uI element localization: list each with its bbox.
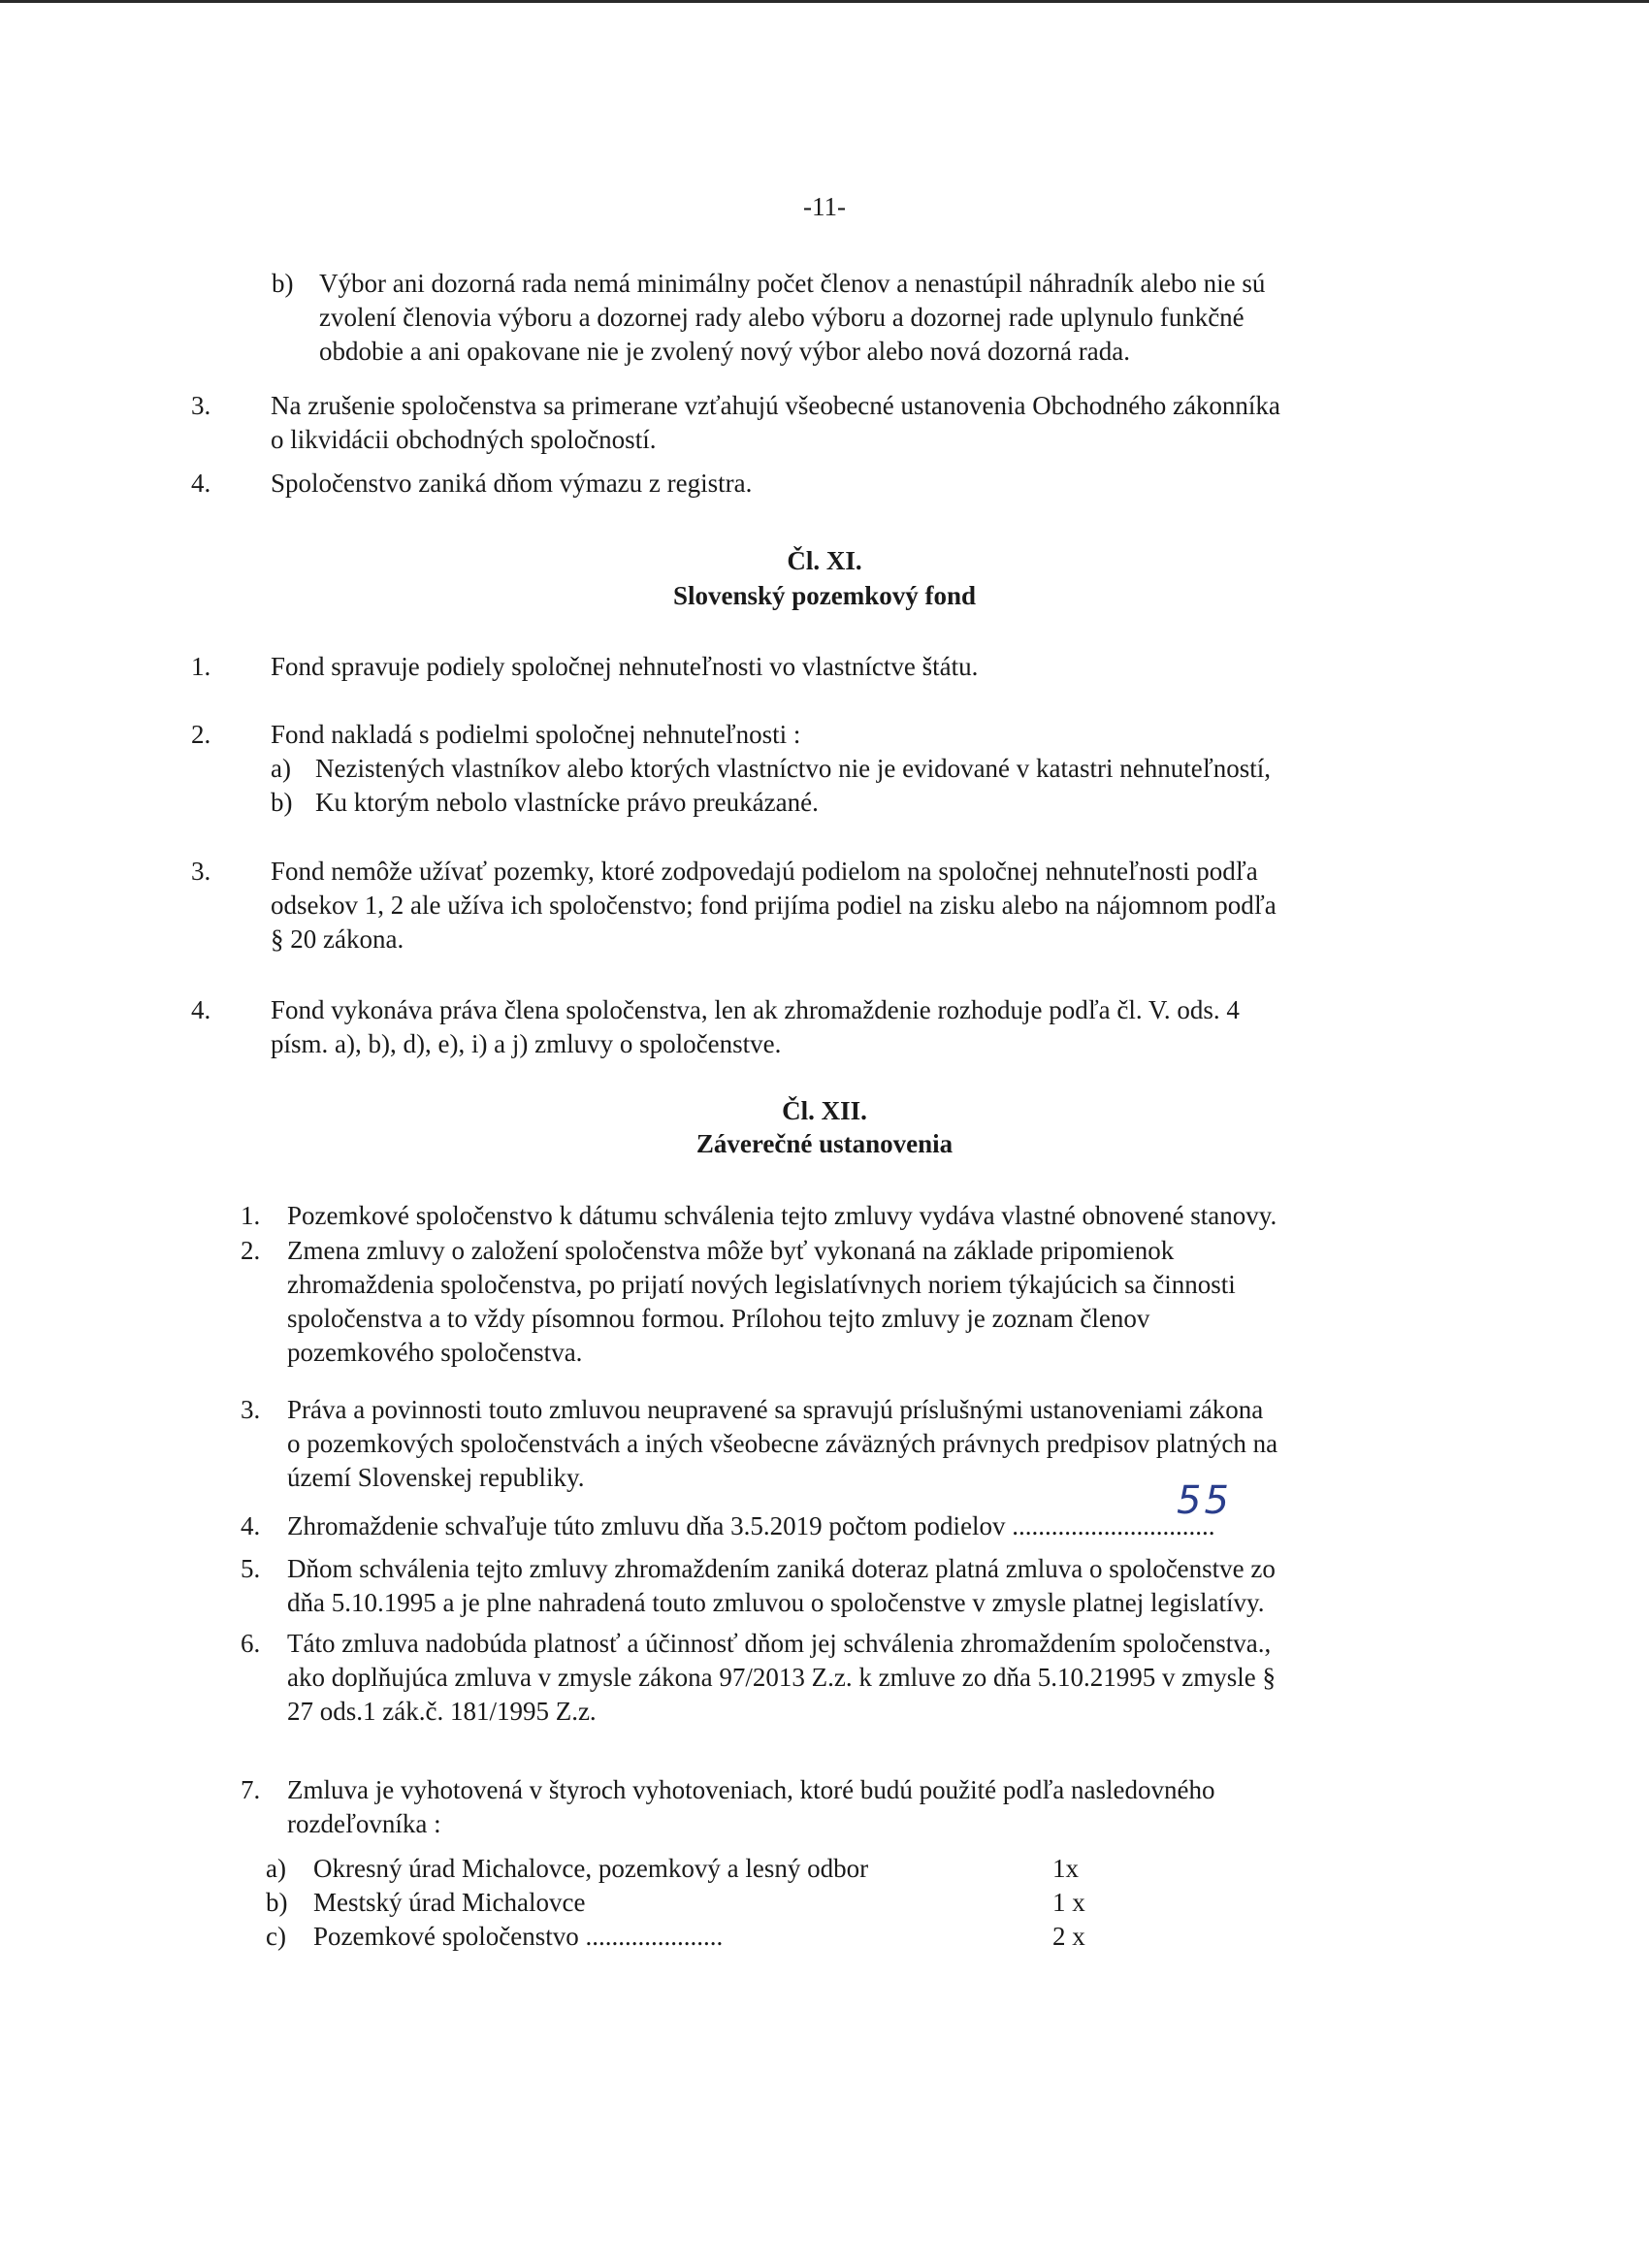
article-title: Čl. XII. <box>782 1096 867 1125</box>
page-number: -11- <box>803 192 846 221</box>
item-number: 5. <box>241 1554 261 1583</box>
item-text: Zhromaždenie schvaľuje túto zmluvu dňa 3.5.2019 počtom podielov ............................... <box>287 1511 1215 1540</box>
text-line: Spoločenstvo zaniká dňom výmazu z registra. <box>271 469 753 498</box>
text-line: Fond vykonáva práva člena spoločenstva, len ak zhromaždenie rozhoduje podľa čl. V. ods. 4 <box>271 995 1240 1024</box>
item-text <box>271 718 1423 752</box>
list-item-6 <box>241 1627 1424 1729</box>
list-item-4 <box>191 993 1423 1061</box>
item-number: 3. <box>241 1395 261 1424</box>
text-line: zvolení členovia výboru a dozornej rady alebo výboru a dozornej rade uplynulo funkčné <box>319 303 1245 332</box>
text-line: Fond spravuje podiely spoločnej nehnuteľnosti vo vlastníctve štátu. <box>271 652 979 681</box>
item-text <box>271 467 1423 501</box>
item-number: 4. <box>191 469 211 498</box>
text-line: Výbor ani dozorná rada nemá minimálny počet členov a nenastúpil náhradník alebo nie sú <box>319 269 1266 298</box>
item-text <box>287 1552 1424 1620</box>
sub-item-text: Nezistených vlastníkov alebo ktorých vlastníctvo nie je evidované v katastri nehnuteľností, <box>315 754 1271 783</box>
item-text <box>271 650 1423 684</box>
sub-item-label: b) <box>271 788 293 817</box>
distribution-row <box>266 1852 1139 1886</box>
row-count: 2 x <box>1052 1922 1085 1951</box>
distribution-row <box>266 1920 1139 1954</box>
text-line: rozdeľovníka : <box>287 1809 441 1838</box>
article-title: Čl. XI. <box>787 546 862 575</box>
scan-edge <box>0 0 1649 3</box>
text-line: Dňom schválenia tejto zmluvy zhromaždením zaniká doteraz platná zmluva o spoločenstve zo <box>287 1554 1276 1583</box>
list-item-5 <box>241 1552 1424 1620</box>
row-count: 1x <box>1052 1854 1079 1883</box>
text-line: území Slovenskej republiky. <box>287 1463 585 1492</box>
item-text <box>287 1393 1424 1495</box>
text-line: zhromaždenia spoločenstva, po prijatí nových legislatívnych noriem týkajúcich sa činnosti <box>287 1270 1236 1299</box>
text-line: Na zrušenie spoločenstva sa primerane vzťahujú všeobecné ustanovenia Obchodného zákonníka <box>271 391 1280 420</box>
article-subtitle: Záverečné ustanovenia <box>695 1129 954 1158</box>
item-number: 6. <box>241 1629 261 1658</box>
text-line: ako doplňujúca zmluva v zmysle zákona 97/2013 Z.z. k zmluve zo dňa 5.10.21995 v zmysle § <box>287 1663 1276 1692</box>
sub-item-text: Ku ktorým nebolo vlastnícke právo preukázané. <box>315 788 819 817</box>
item-number: 4. <box>191 995 211 1024</box>
text-line: Pozemkové spoločenstvo k dátumu schválenia tejto zmluvy vydáva vlastné obnovené stanovy. <box>287 1201 1277 1230</box>
item-text <box>287 1627 1424 1729</box>
article-subtitle: Slovenský pozemkový fond <box>672 581 977 610</box>
sub-item-label: a) <box>271 754 291 783</box>
item-number: 2. <box>191 720 211 749</box>
text-line: § 20 zákona. <box>271 924 404 954</box>
list-item-1 <box>191 650 1423 684</box>
list-item-3 <box>191 389 1423 457</box>
row-label: c) <box>266 1922 286 1951</box>
row-name: Okresný úrad Michalovce, pozemkový a lesný odbor <box>313 1854 869 1883</box>
distribution-row <box>266 1886 1139 1920</box>
text-line: dňa 5.10.1995 a je plne nahradená touto zmluvou o spoločenstve v zmysle platnej legislatívy. <box>287 1588 1265 1617</box>
item-number: 1. <box>191 652 211 681</box>
item-text <box>271 855 1423 956</box>
text-line: spoločenstva a to vždy písomnou formou. Prílohou tejto zmluvy je zoznam členov <box>287 1304 1150 1333</box>
list-item-2 <box>191 718 1423 820</box>
text-line: pozemkového spoločenstva. <box>287 1338 583 1367</box>
text-line: Fond nemôže užívať pozemky, ktoré zodpovedajú podielom na spoločnej nehnuteľnosti podľa <box>271 857 1258 886</box>
text-line: Táto zmluva nadobúda platnosť a účinnosť dňom jej schválenia zhromaždením spoločenstva., <box>287 1629 1272 1658</box>
item-number: 7. <box>241 1775 261 1804</box>
item-text <box>271 993 1423 1061</box>
list-item-b <box>272 267 1436 373</box>
list-item-1 <box>241 1199 1424 1233</box>
text-line: Zmluva je vyhotovená v štyroch vyhotoveniach, ktoré budú použité podľa nasledovného <box>287 1775 1215 1804</box>
row-label: b) <box>266 1888 288 1917</box>
item-text <box>271 389 1423 457</box>
text-line: o pozemkových spoločenstvách a iných všeobecne záväzných právnych predpisov platných na <box>287 1429 1278 1458</box>
item-number: 1. <box>241 1201 261 1230</box>
text-line: Zmena zmluvy o založení spoločenstva môže byť vykonaná na základe pripomienok <box>287 1236 1175 1265</box>
item-number: 3. <box>191 391 211 420</box>
text-line: obdobie a ani opakovane nie je zvolený nový výbor alebo nová dozorná rada. <box>319 337 1130 366</box>
text-line: písm. a), b), d), e), i) a j) zmluvy o spoločenstve. <box>271 1029 782 1058</box>
item-text <box>287 1773 1424 1841</box>
text-line: Fond nakladá s podielmi spoločnej nehnuteľnosti : <box>271 720 801 749</box>
list-item-4 <box>241 1509 1424 1543</box>
row-name: Mestský úrad Michalovce <box>313 1888 586 1917</box>
item-text <box>287 1234 1424 1370</box>
list-item-3 <box>191 855 1423 956</box>
list-item-4 <box>191 467 1423 501</box>
list-item-2 <box>241 1234 1424 1370</box>
text-line: 27 ods.1 zák.č. 181/1995 Z.z. <box>287 1697 597 1726</box>
item-label: b) <box>272 269 294 298</box>
row-label: a) <box>266 1854 286 1883</box>
item-number: 2. <box>241 1236 261 1265</box>
item-number: 3. <box>191 857 211 886</box>
handwritten-share-count: 55 <box>1177 1478 1232 1523</box>
list-item-3 <box>241 1393 1424 1495</box>
item-text <box>319 267 1436 369</box>
text-line: Práva a povinnosti touto zmluvou neupravené sa spravujú príslušnými ustanoveniami zákona <box>287 1395 1264 1424</box>
text-line: odsekov 1, 2 ale užíva ich spoločenstvo; fond prijíma podiel na zisku alebo na nájomnom podľa <box>271 891 1277 920</box>
text-line: o likvidácii obchodných spoločností. <box>271 425 657 454</box>
row-count: 1 x <box>1052 1888 1085 1917</box>
item-text <box>287 1199 1424 1233</box>
row-name: Pozemkové spoločenstvo ..................... <box>313 1922 724 1951</box>
item-number: 4. <box>241 1511 261 1540</box>
